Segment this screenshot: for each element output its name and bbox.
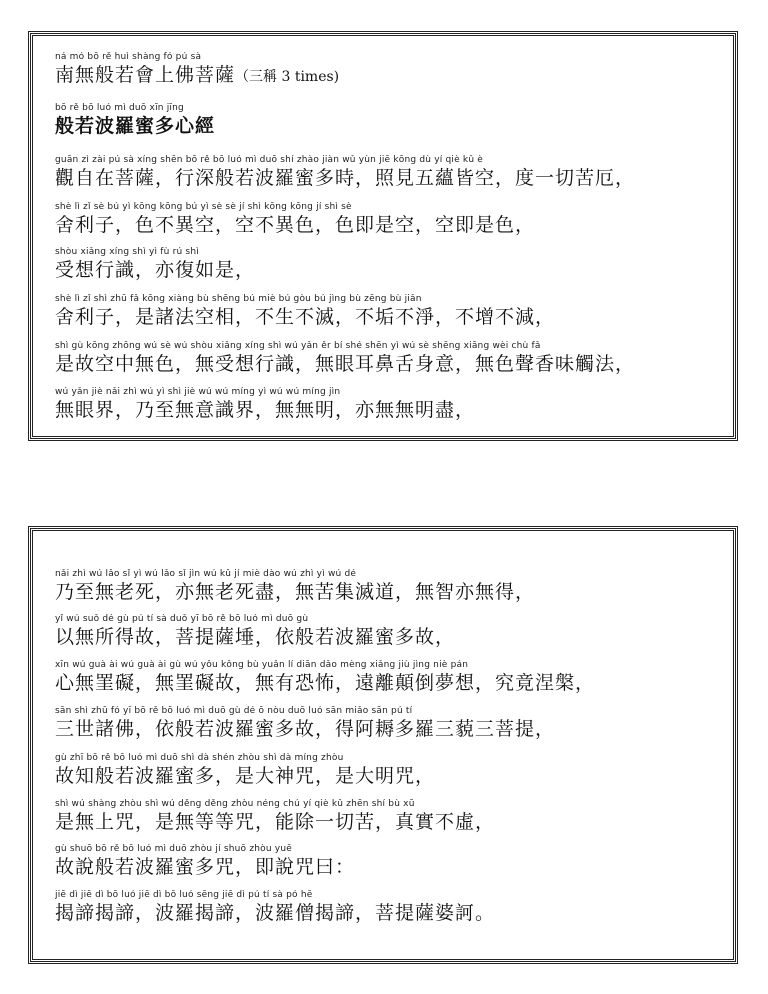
verse-line [55,341,725,376]
verse-line [55,103,725,138]
pinyin-line: xīn wú guà ài wú guà ài gù wú yǒu kǒng bù yuǎn lí diān dǎo mèng xiǎng jiù jìng niè pán [55,660,469,670]
hanzi-line [55,717,725,741]
hanzi-text: 舍利子，色不異空，空不異色，色即是空，空即是色， [55,214,536,236]
pinyin-line: gù zhī bō rě bō luó mì duō shì dà shén zhòu shì dà míng zhòu [55,753,344,763]
hanzi-line [55,114,725,138]
pinyin-line: jiē dì jiē dì bō luó jiē dì bō luó sēng jiē dì pú tí sà pó hē [55,890,313,900]
hanzi-line [55,398,725,422]
verse-line [55,294,725,329]
pinyin-line: shè lì zǐ sè bú yì kōng kōng bú yì sè sè jí shì kōng kōng jí shì sè [55,202,352,212]
hanzi-line [55,810,725,834]
hanzi-line [55,63,725,89]
pinyin-line: shì gù kōng zhōng wú sè wú shòu xiǎng xíng shì wú yǎn ěr bí shé shēn yì wú sè shēng xiāng wèi chù fǎ [55,341,541,351]
verse-line [55,52,725,89]
pinyin-line: shè lì zǐ shì zhū fǎ kōng xiàng bù shēng bú miè bú gòu bú jìng bù zēng bù jiǎn [55,294,422,304]
hanzi-text: 舍利子，是諸法空相，不生不滅，不垢不淨，不增不減， [55,306,556,328]
sutra-card-1 [30,33,736,439]
pinyin-line: wú yǎn jiè nǎi zhì wú yì shì jiè wú wú míng yì wú wú míng jìn [55,387,341,397]
hanzi-text: 無眼界，乃至無意識界，無無明，亦無無明盡， [55,399,476,421]
hanzi-line [55,625,725,649]
hanzi-text: 乃至無老死，亦無老死盡，無苦集滅道，無智亦無得， [55,581,536,603]
hanzi-text: 揭諦揭諦，波羅揭諦，波羅僧揭諦，菩提薩婆訶。 [55,902,496,924]
verse-line [55,387,725,422]
verse-line [55,247,725,282]
hanzi-text: 是無上咒，是無等等咒，能除一切苦，真實不虛， [55,811,496,833]
hanzi-line [55,855,725,879]
hanzi-text: 以無所得故，菩提薩埵，依般若波羅蜜多故， [55,626,456,648]
hanzi-text: 般若波羅蜜多心經 [55,115,216,137]
pinyin-line: yǐ wú suǒ dé gù pú tí sà duǒ yī bō rě bō luó mì duō gù [55,614,309,624]
pinyin-line: shì wú shàng zhòu shì wú děng děng zhòu néng chú yí qiè kǔ zhēn shí bù xū [55,799,415,809]
pinyin-line: ná mó bō rě huì shàng fó pú sà [55,52,202,62]
hanzi-text: 是故空中無色，無受想行識，無眼耳鼻舌身意，無色聲香味觸法， [55,353,636,375]
pinyin-line: sān shì zhū fó yī bō rě bō luó mì duō gù dé ō nòu duō luó sān miǎo sān pú tí [55,706,413,716]
verse-line [55,844,725,879]
pinyin-line: nǎi zhì wú lǎo sǐ yì wú lǎo sǐ jìn wú kǔ jí miè dào wú zhì yì wú dé [55,569,357,579]
verse-line [55,890,725,925]
hanzi-line [55,671,725,695]
pinyin-line: guān zì zài pú sà xíng shēn bō rě bō luó mì duō shí zhào jiàn wǔ yùn jiē kōng dù yí qiè kǔ è [55,155,484,165]
hanzi-text: 心無罣礙，無罣礙故，無有恐怖，遠離顛倒夢想，究竟涅槃， [55,672,596,694]
verse-line [55,799,725,834]
hanzi-line [55,166,725,190]
hanzi-line [55,352,725,376]
hanzi-text: 故說般若波羅蜜多咒，即說咒曰： [55,856,356,878]
verse-line [55,155,725,190]
pinyin-line: gù shuō bō rě bō luó mì duō zhòu jí shuō zhòu yuē [55,844,292,854]
verse-line [55,753,725,788]
hanzi-line [55,258,725,282]
hanzi-line [55,213,725,237]
sutra-card-2 [30,528,736,962]
pinyin-line: bō rě bō luó mì duō xīn jīng [55,103,184,113]
hanzi-line [55,764,725,788]
verse-line [55,614,725,649]
hanzi-line [55,901,725,925]
hanzi-line [55,580,725,604]
hanzi-text: 三世諸佛，依般若波羅蜜多故，得阿耨多羅三藐三菩提， [55,718,556,740]
verse-line [55,706,725,741]
verse-line [55,569,725,604]
hanzi-text: 故知般若波羅蜜多，是大神咒，是大明咒， [55,765,436,787]
hanzi-line [55,305,725,329]
pinyin-line: shòu xiǎng xíng shì yì fù rú shì [55,247,199,257]
verse-line [55,660,725,695]
verse-line [55,202,725,237]
hanzi-text: 南無般若會上佛菩薩 [55,64,236,86]
recitation-note: （三稱 3 times) [235,69,340,85]
hanzi-text: 受想行識，亦復如是， [55,259,256,281]
hanzi-text: 觀自在菩薩，行深般若波羅蜜多時，照見五蘊皆空，度一切苦厄， [55,167,636,189]
